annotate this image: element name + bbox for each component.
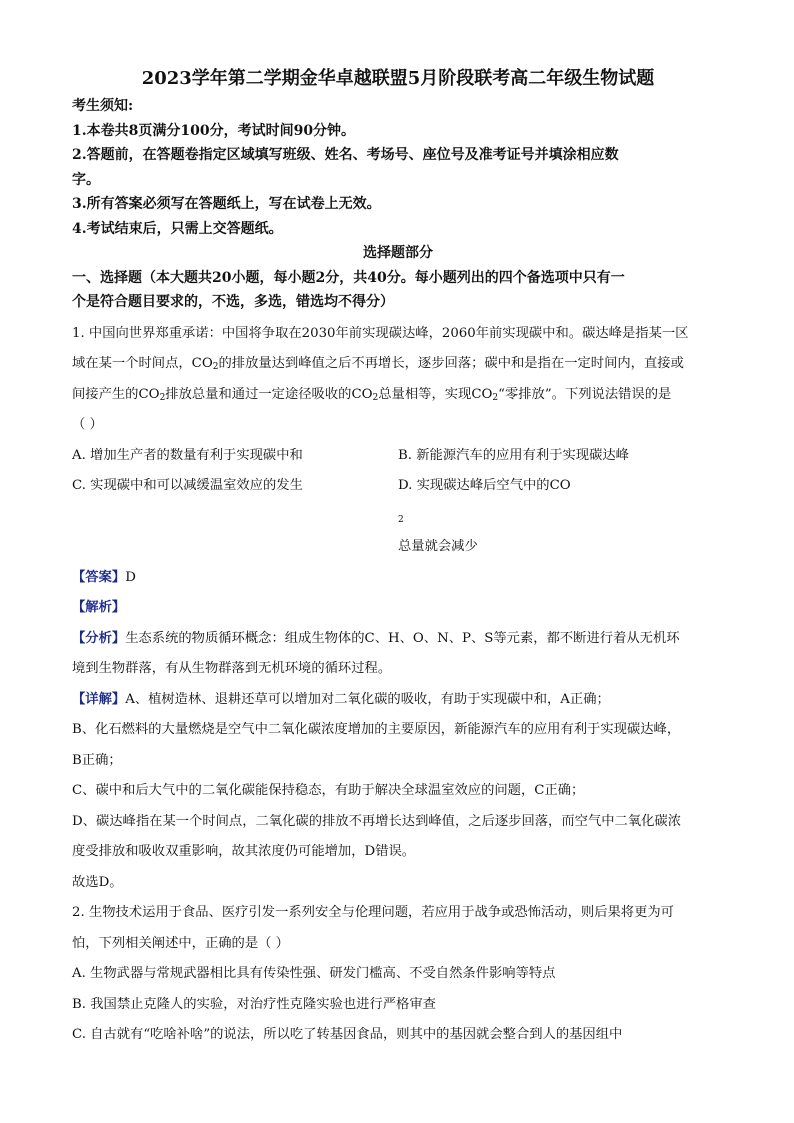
analysis-tag: 【解析】 xyxy=(72,600,126,615)
q1-option-d: D. 实现碳达峰后空气中的CO $_2$ 总量就会减少 xyxy=(398,478,571,554)
q1-stem: 1. 中国向世界郑重承诺：中国将争取在2030年前实现碳达峰，2060年前实现碳中和。碳达峰是指某一区 xyxy=(72,325,689,341)
section-instruction: 一、选择题（本大题共20小题，每小题2分，共40分。每小题列出的四个备选项中只有一 xyxy=(72,269,625,286)
q1-fenxi: 【分析】生态系统的物质循环概念：组成生物体的C、H、O、N、P、S等元素，都不断进行着从无机环 xyxy=(72,630,680,646)
q1-options-row xyxy=(72,441,724,472)
q1-option-b: B. 新能源汽车的应用有利于实现碳达峰 xyxy=(398,447,629,463)
q1-blank: （ ） xyxy=(72,417,103,432)
q2-stem: 怕，下列相关阐述中，正确的是（ ） xyxy=(72,935,289,951)
exam-page xyxy=(72,66,724,1051)
q1-detail: D、碳达峰指在某一个时间点，二氧化碳的排放不再增长达到峰值，之后逐步回落，而空气中二氧化碳浓 xyxy=(72,813,682,829)
fenxi-tag: 【分析】 xyxy=(72,630,126,646)
q2-option-a: A. 生物武器与常规武器相比具有传染性强、研发门槛高、不受自然条件影响等特点 xyxy=(72,966,556,981)
detail-tag: 【详解】 xyxy=(72,691,126,707)
notice-item: 3.所有答案必须写在答题纸上，写在试卷上无效。 xyxy=(72,196,381,212)
q2-option-c: C. 自古就有“吃啥补啥”的说法，所以吃了转基因食品，则其中的基因就会整合到人的基因组中 xyxy=(72,1027,623,1042)
q1-option-c: C. 实现碳中和可以减缓温室效应的发生 xyxy=(72,478,303,493)
q1-analysis-heading xyxy=(72,593,724,624)
q1-detail: C、碳中和后大气中的二氧化碳能保持稳态，有助于解决全球温室效应的问题，C正确； xyxy=(72,783,585,798)
answer-tag: 【答案】 xyxy=(72,569,126,585)
q1-detail: B、化石燃料的大量燃烧是空气中二氧化碳浓度增加的主要原因，新能源汽车的应用有利于实现碳达峰， xyxy=(72,722,681,737)
q1-stem: 域在某一个时间点，$CO_2$的排放量达到峰值之后不再增长，逐步回落；碳中和是指在一定时间内，直接或 xyxy=(72,356,684,372)
q1-detail: B正确； xyxy=(72,752,122,768)
section-title: 选择题部分 xyxy=(363,245,433,261)
notice-item: 1.本卷共8页满分100分，考试时间90分钟。 xyxy=(72,122,356,139)
notice-item: 2.答题前，在答题卷指定区域填写班级、姓名、考场号、座位号及准考证号并填涂相应数 xyxy=(72,147,619,163)
q1-detail: 【详解】A、植树造林、退耕还草可以增加对二氧化碳的吸收，有助于实现碳中和，A正确； xyxy=(72,691,610,707)
notice-item: 字。 xyxy=(72,171,100,188)
q1-answer: 【答案】D xyxy=(72,569,136,585)
page-title: 2023学年第二学期金华卓越联盟5月阶段联考高二年级生物试题 xyxy=(141,68,655,89)
q1-stem: 间接产生的$CO_2$排放总量和通过一定途径吸收的$CO_2$总量相等，实现$CO_2“$零排放”。下列说法错误的是 xyxy=(72,386,672,403)
q1-option-a: A. 增加生产者的数量有利于实现碳中和 xyxy=(72,447,303,463)
notice-item: 4.考试结束后，只需上交答题纸。 xyxy=(72,220,283,237)
q1-conclusion: 故选D。 xyxy=(72,874,123,890)
section-instruction: 个是符合题目要求的，不选，多选，错选均不得分） xyxy=(72,294,394,310)
q1-detail: 度受排放和吸收双重影响，故其浓度仍可能增加，D错误。 xyxy=(72,844,416,859)
q2-option-b: B. 我国禁止克隆人的实验，对治疗性克隆实验也进行严格审查 xyxy=(72,996,436,1012)
q2-stem: 2. 生物技术运用于食品、医疗引发一系列安全与伦理问题，若应用于战争或恐怖活动，则后果将更为可 xyxy=(72,905,674,920)
q1-fenxi: 境到生物群落，有从生物群落到无机环境的循环过程。 xyxy=(72,661,392,676)
notice-heading: 考生须知: xyxy=(72,98,134,114)
q1-options-row xyxy=(72,471,724,563)
